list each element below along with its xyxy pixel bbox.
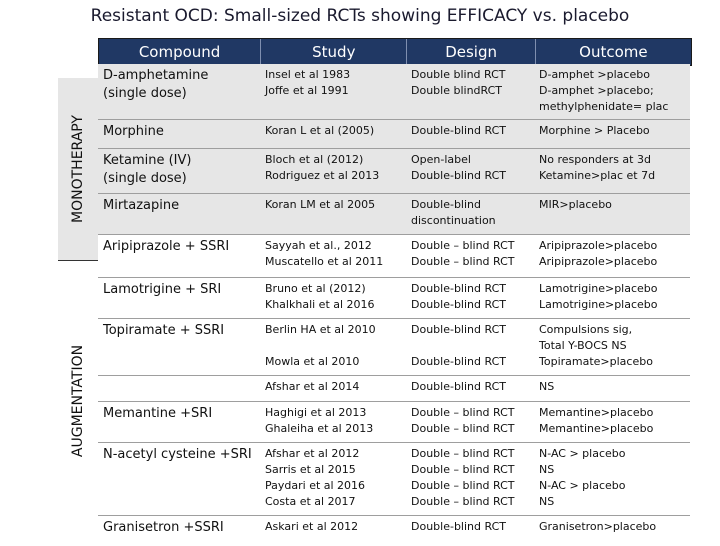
cell-study: Bruno et al (2012) Khalkhali et al 2016: [265, 282, 375, 311]
cell-design: Double – blind RCT Double – blind RCT: [411, 406, 515, 435]
table-header: [98, 38, 692, 66]
cell-design: Double – blind RCT Double – blind RCT Double – blind RCT Double – blind RCT: [411, 447, 515, 508]
studies-table: [98, 64, 690, 546]
header-design: Design: [407, 39, 535, 65]
cell-study: Haghigi et al 2013 Ghaleiha et al 2013: [265, 406, 374, 435]
cell-compound: Lamotrigine + SRI: [103, 282, 222, 297]
cell-study: Bloch et al (2012) Rodriguez et al 2013: [265, 153, 380, 182]
table-row: [98, 194, 690, 235]
table-row: [98, 376, 690, 402]
cell-design: Double-blind RCT Double-blind RCT: [411, 282, 506, 311]
cell-design: Open-label Double-blind RCT: [411, 153, 506, 182]
table-row: [98, 402, 690, 443]
cell-compound: Aripiprazole + SSRI: [103, 239, 230, 254]
table-row: [98, 278, 690, 319]
cell-compound: Topiramate + SSRI: [103, 323, 225, 338]
cell-design: Double-blind RCT: [411, 124, 506, 137]
table-row: [98, 235, 690, 278]
cell-design: Double blind RCT Double blindRCT: [411, 68, 506, 97]
cell-design: Double-blind RCT Double-blind RCT: [411, 323, 506, 368]
cell-outcome: MIR>placebo: [539, 198, 612, 211]
cell-compound: D-amphetamine (single dose): [103, 68, 209, 101]
table-row: [98, 120, 690, 149]
slide-title: Resistant OCD: Small-sized RCTs showing EFFICACY vs. placebo: [90, 6, 630, 26]
header-compound: Compound: [99, 39, 261, 65]
cell-study: Afshar et al 2012 Sarris et al 2015 Paydari et al 2016 Costa et al 2017: [265, 447, 366, 508]
monotherapy-label: MONOTHERAPY: [70, 115, 86, 223]
augmentation-band: [58, 261, 98, 540]
table-row: [98, 64, 690, 120]
cell-compound: N-acetyl cysteine +SRI: [103, 447, 252, 462]
cell-compound: Morphine: [103, 124, 164, 139]
cell-outcome: Compulsions sig, Total Y-BOCS NS Topiramate>placebo: [539, 323, 653, 368]
table-row: [98, 319, 690, 376]
cell-design: Double – blind RCT Double – blind RCT: [411, 239, 515, 268]
augmentation-label: AUGMENTATION: [70, 344, 86, 457]
cell-outcome: Morphine > Placebo: [539, 124, 650, 137]
cell-compound: Mirtazapine: [103, 198, 180, 213]
cell-study: Koran L et al (2005): [265, 124, 375, 137]
cell-outcome: No responders at 3d Ketamine>plac et 7d: [539, 153, 656, 182]
cell-study: Askari et al 2012: [265, 520, 359, 533]
monotherapy-band: [58, 78, 98, 261]
cell-design: Double-blind discontinuation: [411, 198, 496, 227]
cell-study: Insel et al 1983 Joffe et al 1991: [265, 68, 351, 97]
cell-compound: Memantine +SRI: [103, 406, 213, 421]
cell-compound: Granisetron +SSRI: [103, 520, 224, 535]
cell-outcome: D-amphet >placebo D-amphet >placebo; methylphenidate= plac: [539, 68, 669, 113]
cell-outcome: N-AC > placebo NS N-AC > placebo NS: [539, 447, 626, 508]
table-row: [98, 149, 690, 194]
cell-compound: [98, 376, 260, 401]
cell-design: Double-blind RCT: [411, 520, 506, 533]
cell-outcome: Aripiprazole>placebo Aripiprazole>placebo: [539, 239, 658, 268]
cell-study: Berlin HA et al 2010 Mowla et al 2010: [265, 323, 376, 368]
cell-study: Afshar et al 2014: [265, 380, 360, 393]
table-row: [98, 443, 690, 516]
table-row: [98, 516, 690, 546]
cell-outcome: NS: [539, 380, 555, 393]
cell-design: Double-blind RCT: [411, 380, 506, 393]
cell-compound: Ketamine (IV) (single dose): [103, 153, 192, 186]
cell-outcome: Memantine>placebo Memantine>placebo: [539, 406, 654, 435]
cell-outcome: Granisetron>placebo: [539, 520, 657, 533]
cell-outcome: Lamotrigine>placebo Lamotrigine>placebo: [539, 282, 658, 311]
header-study: Study: [261, 39, 407, 65]
header-outcome: Outcome: [579, 43, 648, 61]
cell-study: Sayyah et al., 2012 Muscatello et al 2011: [265, 239, 384, 268]
cell-study: Koran LM et al 2005: [265, 198, 376, 211]
